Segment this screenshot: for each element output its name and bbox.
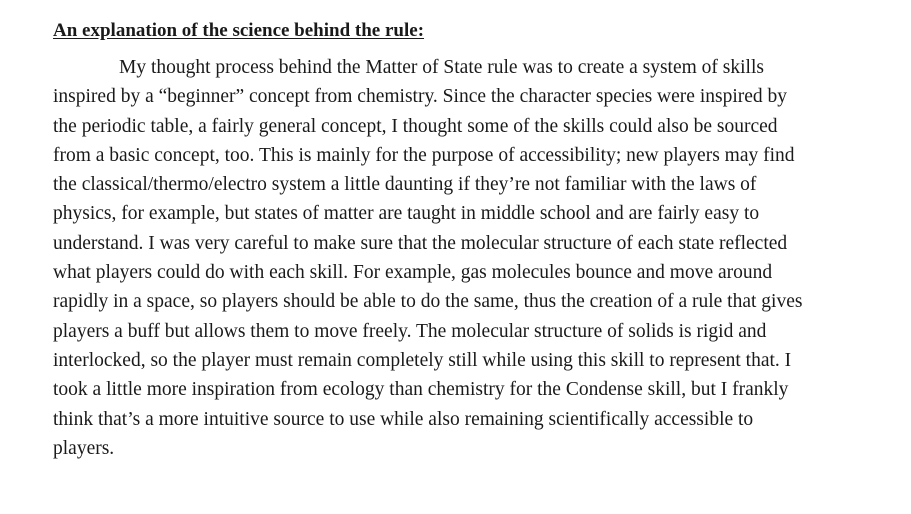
paragraph-line: players a buff but allows them to move freely. The molecular structure of solids is rigid and: [53, 320, 767, 342]
paragraph-line: from a basic concept, too. This is mainly for the purpose of accessibility; new players may find: [53, 144, 795, 166]
paragraph-line: think that’s a more intuitive source to use while also remaining scientifically accessible to: [53, 408, 754, 430]
paragraph-line: rapidly in a space, so players should be able to do the same, thus the creation of a rule that gives: [53, 291, 803, 313]
paragraph-line: understand. I was very careful to make sure that the molecular structure of each state reflected: [53, 232, 788, 254]
paragraph-line: players.: [53, 437, 115, 459]
section-heading: An explanation of the science behind the rule:: [53, 20, 425, 41]
document-page: [53, 16, 883, 463]
paragraph-line: the periodic table, a fairly general concept, I thought some of the skills could also be sourced: [53, 115, 778, 137]
paragraph-line: My thought process behind the Matter of State rule was to create a system of skills: [119, 57, 764, 78]
paragraph-line: what players could do with each skill. For example, gas molecules bounce and move around: [53, 262, 773, 284]
paragraph-line: physics, for example, but states of matter are taught in middle school and are fairly easy to: [53, 203, 760, 225]
paragraph-line: inspired by a “beginner” concept from chemistry. Since the character species were inspired by: [53, 86, 788, 108]
body-paragraph: [53, 53, 883, 463]
paragraph-line: took a little more inspiration from ecology than chemistry for the Condense skill, but I frankly: [53, 379, 789, 401]
paragraph-line: interlocked, so the player must remain completely still while using this skill to represent that. I: [53, 349, 792, 371]
paragraph-line: the classical/thermo/electro system a little daunting if they’re not familiar with the laws of: [53, 174, 757, 196]
